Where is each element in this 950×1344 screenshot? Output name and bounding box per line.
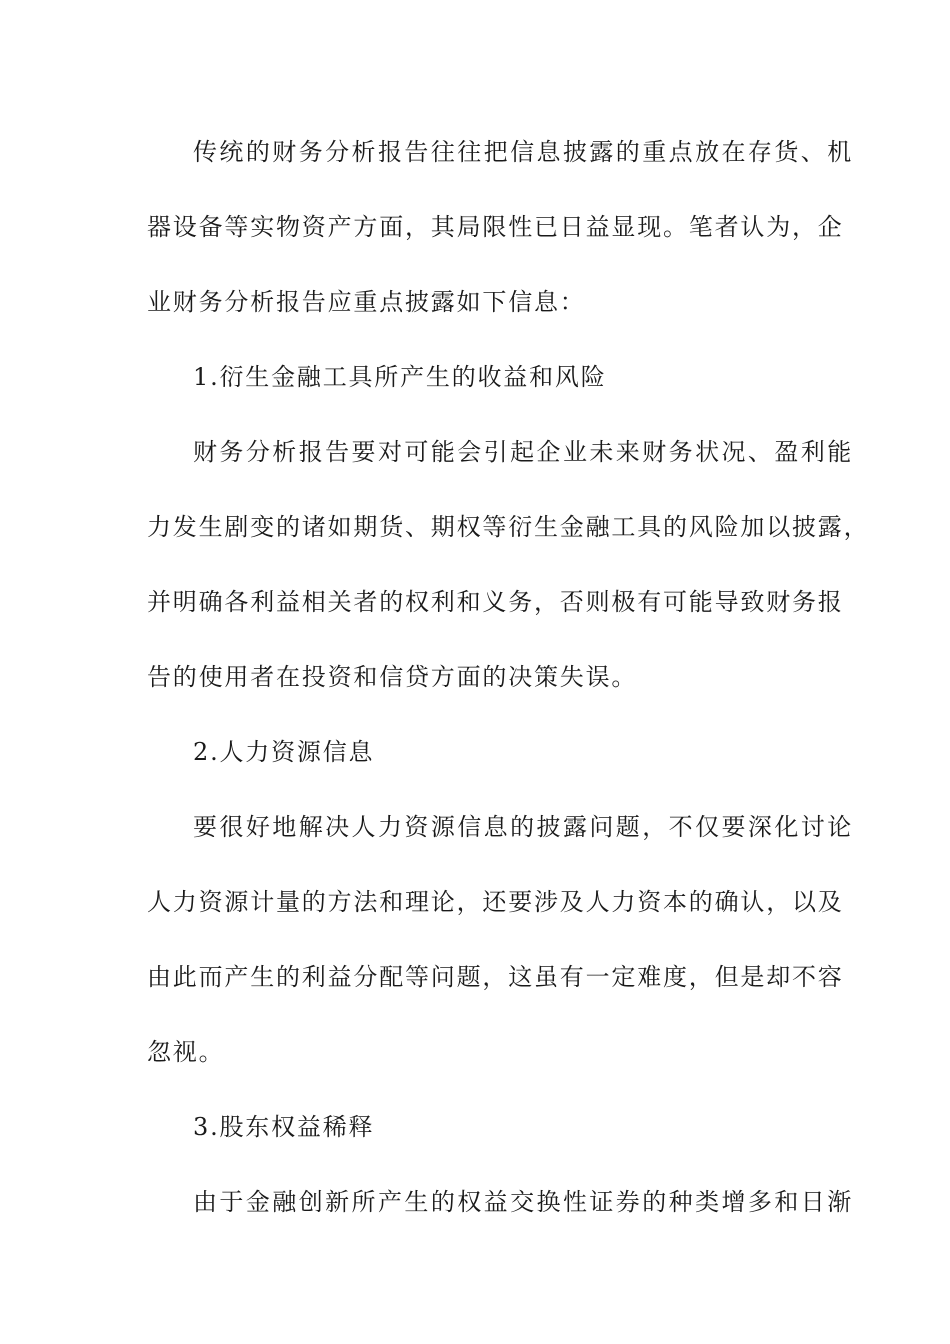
paragraph-4-line-1: 由于金融创新所产生的权益交换性证券的种类增多和日渐: [193, 1188, 853, 1216]
paragraph-3-line-4: 忽视。: [147, 1038, 225, 1066]
paragraph-1-line-1: 传统的财务分析报告往往把信息披露的重点放在存货、机: [193, 138, 853, 166]
paragraph-2-line-1: 财务分析报告要对可能会引起企业未来财务状况、盈利能: [193, 438, 853, 466]
section-heading-1: 1.衍生金融工具所产生的收益和风险: [193, 363, 607, 391]
paragraph-3-line-2: 人力资源计量的方法和理论，还要涉及人力资本的确认，以及: [147, 888, 844, 916]
paragraph-2-line-4: 告的使用者在投资和信贷方面的决策失误。: [147, 663, 638, 691]
paragraph-3-line-1: 要很好地解决人力资源信息的披露问题，不仅要深化讨论: [193, 813, 853, 841]
section-heading-2: 2.人力资源信息: [193, 738, 375, 766]
paragraph-2-line-2: 力发生剧变的诸如期货、期权等衍生金融工具的风险加以披露，: [147, 513, 870, 541]
paragraph-3-line-3: 由此而产生的利益分配等问题，这虽有一定难度，但是却不容: [147, 963, 844, 991]
paragraph-1-line-2: 器设备等实物资产方面，其局限性已日益显现。笔者认为，企: [147, 213, 844, 241]
section-heading-3: 3.股东权益稀释: [193, 1113, 375, 1141]
paragraph-1-line-3: 业财务分析报告应重点披露如下信息：: [147, 288, 586, 316]
paragraph-2-line-3: 并明确各利益相关者的权利和义务，否则极有可能导致财务报: [147, 588, 844, 616]
